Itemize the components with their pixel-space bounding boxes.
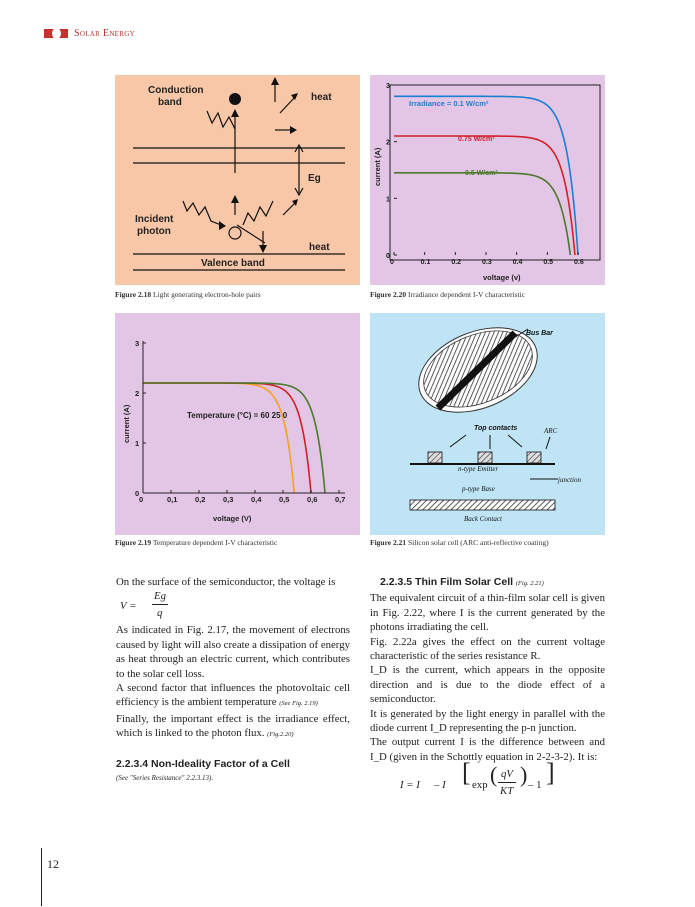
x-tick-label: 0.4 [512,259,523,266]
annotation-irradiance-05: 0.5 W/cm² [465,170,498,177]
right-text-column [370,575,605,804]
caption-2-20-text: Irradiance dependent I-V characteristic [407,290,526,299]
caption-2-19 [115,538,277,547]
x-tick-label: 0,2 [195,495,206,504]
y-tick-label: 0 [386,253,390,260]
formula-num: Eg [152,589,168,604]
y-tick-label: 3 [135,339,140,348]
caption-2-21-num: Figure 2.21 [370,538,407,547]
eq-mid: – I [434,779,446,792]
left-para-1: On the surface of the semiconductor, the voltage is [116,576,336,588]
formula-v: V = [120,600,137,613]
running-header [44,26,135,40]
page-number-rule [41,848,42,906]
eq-exp: exp [472,779,488,792]
heading-2-2-3-4: 2.2.3.4 Non-Ideality Factor of a Cell [116,757,290,770]
eq-tail: – 1 [528,779,542,792]
caption-2-18-num: Figure 2.18 [115,290,152,299]
junction-label: junction [558,476,581,484]
formula-den: q [157,607,163,620]
x-tick-label: 0,1 [167,495,178,504]
annotation-irradiance-1: Irradiance = 0.1 W/cm² [409,99,489,108]
page-number: 12 [47,857,59,871]
y-tick-label: 0 [135,489,140,498]
figure-2-19 [115,313,360,535]
x-tick-label: 0 [390,259,394,266]
x-tick-label: 0,6 [307,495,318,504]
eq-open-paren: ( [490,762,498,788]
heading-2-2-3-4-ref: (See "Series Resistance" 2.2.3.13). [116,774,214,783]
eg-label: Eg [308,173,321,184]
caption-2-18 [115,290,261,299]
heading-2-2-3-5 [380,575,605,591]
x-tick-label: 0.3 [482,259,492,266]
x-tick-label: 0.5 [543,259,554,266]
heat-top-label: heat [311,92,332,103]
right-para-3: I_D is the current, which appears in the opposite direction and is due to the diode effect of a semiconductor. [370,664,605,706]
caption-2-19-num: Figure 2.19 [115,538,152,547]
incident-photon-label-2: photon [137,226,171,237]
left-para-3 [116,681,350,712]
temperature-annotation: Temperature (°C) = 60 25 0 [187,411,288,420]
x-axis-label: voltage (V) [213,514,252,523]
caption-2-21 [370,538,549,547]
electron-dot [229,93,241,105]
y-tick-label: 2 [386,139,390,147]
solar-cell-diagram [370,313,605,535]
x-tick-label: 0,7 [335,495,346,504]
band-diagram [115,75,360,287]
conduction-band-label-2: band [158,97,182,108]
caption-2-20 [370,290,525,299]
hole-circle [229,227,241,239]
x-axis-label: voltage (v) [483,273,521,282]
eq-open-bracket: [ [462,758,471,788]
x-tick-label: 0,3 [223,495,234,504]
x-tick-label: 0,5 [279,495,290,504]
y-tick-label: 2 [135,389,140,398]
left-para-4-text: Finally, the important effect is the irradiance effect, which is linked to the photon flux. [116,712,350,740]
top-contact-2 [478,452,492,463]
output-current-equation [400,758,605,804]
left-para-4 [116,712,350,743]
left-para-2: As indicated in Fig. 2.17, the movement of electrons caused by light will also create a dissipation of energy as heat through an electric current, which contributes to the solar cell loss. [116,624,350,680]
caption-2-20-num: Figure 2.20 [370,290,407,299]
caption-2-18-text: Light generating electron-hole pairs [152,290,261,299]
y-axis-label: current (A) [122,404,131,443]
heat-bottom-label: heat [309,242,330,253]
figure-2-21 [370,313,605,535]
eq-lhs: I = I [400,779,420,792]
x-tick-label: 0.1 [420,259,431,266]
top-contact-1 [428,452,442,463]
back-contact-label: Back Contact [464,515,502,523]
conduction-band-label-1: Conduction [148,85,204,96]
eq-num: qV [498,767,516,782]
x-tick-label: 0.6 [574,259,584,266]
figure-2-18 [115,75,360,287]
right-para-2: Fig. 2.22a gives the effect on the current voltage characteristic of the series resistance R. [370,635,605,663]
right-para-1: The equivalent circuit of a thin-film solar cell is given in Fig. 2.22, where I is the current generated by the photons irradiating the cell. [370,592,605,634]
right-para-4: It is generated by the light energy in parallel with the diode current I_D representing the p-n junction. [370,707,605,735]
y-tick-label: 3 [386,83,390,90]
caption-2-21-text: Silicon solar cell (ARC anti-reflective coating) [407,538,549,547]
chart-background [115,313,360,535]
eq-close-paren: ) [520,762,528,788]
arc-label: ARC [544,427,558,435]
top-contacts-label: Top contacts [474,425,518,432]
left-text-column [116,575,350,785]
header-logo-icon [44,29,68,38]
y-axis-label: current (A) [373,147,382,186]
top-contact-3 [527,452,541,463]
heading-2-2-3-5-text: 2.2.3.5 Thin Film Solar Cell [380,576,514,588]
annotation-irradiance-075: 0.75 W/cm² [458,136,495,143]
back-contact-layer [410,500,555,510]
bus-bar-label: Bus Bar [526,330,553,337]
eq-close-bracket: ] [546,758,555,788]
formula-v-eg-q [120,589,350,623]
incident-photon-label-1: Incident [135,214,174,225]
emitter-label: n-type Emitter [458,465,499,473]
x-tick-label: 0 [139,495,144,504]
header-section-title: Solar Energy [74,27,135,39]
base-label: p-type Base [462,485,495,493]
heading-2-2-3-5-ref: (Fig. 2.21) [515,580,544,587]
eq-den: KT [500,785,514,798]
iv-chart-temperature [115,313,360,535]
right-para-5: The output current I is the difference between and I_D (given in the Schottly equation in 2-2-3-2). It is: [370,736,605,763]
figure-2-20 [370,75,605,287]
iv-chart-irradiance [370,75,605,287]
x-tick-label: 0.2 [451,259,462,266]
left-para-3-ref: (See Fig. 2.19) [279,700,318,708]
caption-2-19-text: Temperature dependent I-V characteristic [152,538,278,547]
left-para-3-text: A second factor that influences the photovoltaic cell efficiency is the ambient temperature [116,682,350,709]
left-para-4-ref: (Fig.2.20) [267,731,294,739]
y-tick-label: 1 [135,439,140,448]
valence-band-label: Valence band [201,258,265,269]
y-tick-label: 1 [386,196,390,204]
x-tick-label: 0,4 [251,495,262,504]
